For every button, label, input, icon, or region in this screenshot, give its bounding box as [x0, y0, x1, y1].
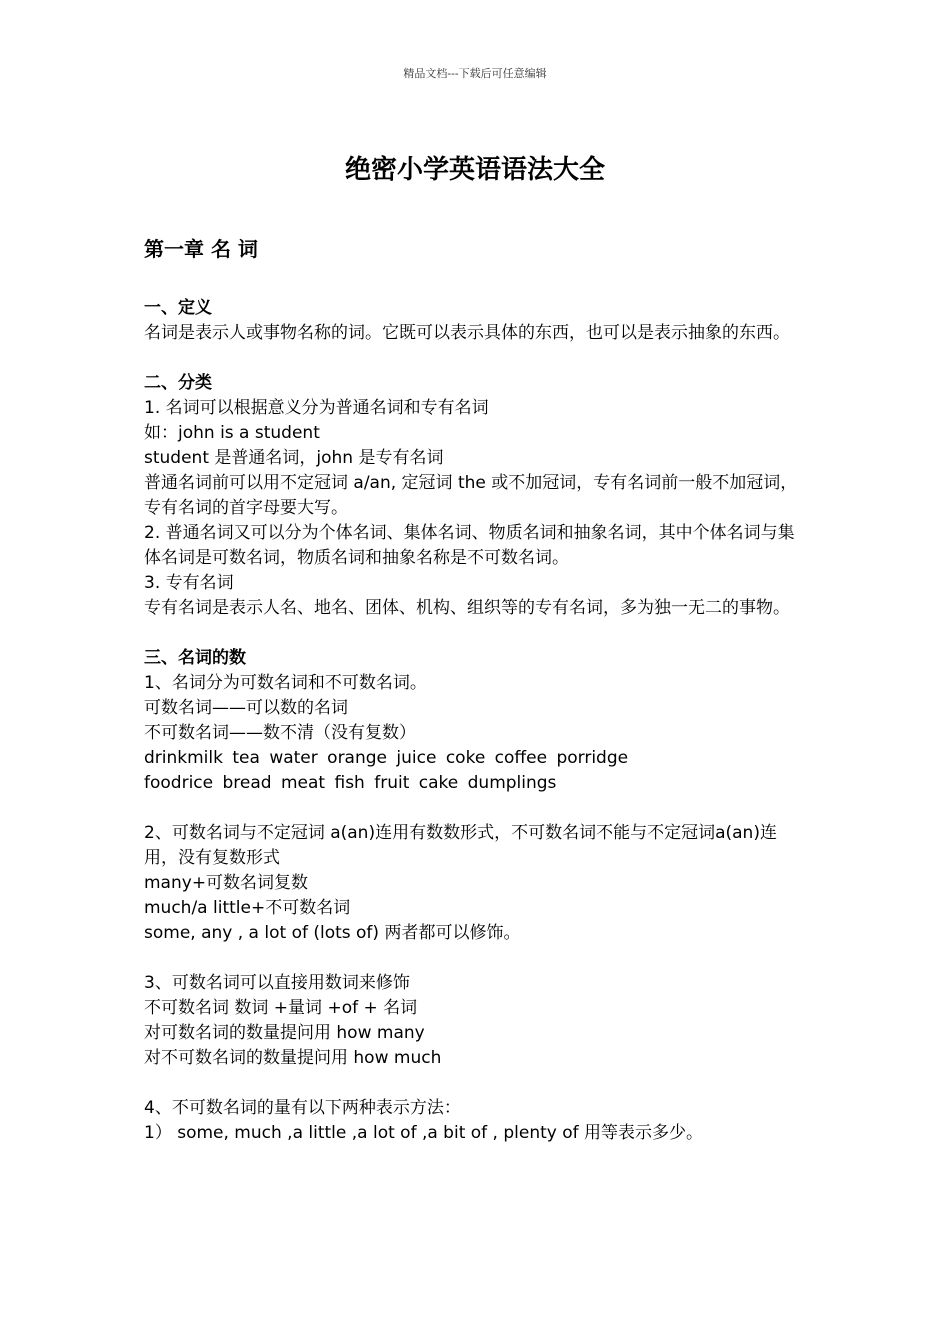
text-line: 1、名词分为可数名词和不可数名词。 [144, 673, 427, 693]
text-line: student 是普通名词，john 是专有名词 [144, 448, 444, 468]
spacer [144, 346, 809, 371]
document-title: 绝密小学英语语法大全 [344, 155, 605, 185]
spacer [144, 1071, 809, 1096]
section-heading: 一、定义 [144, 298, 212, 318]
paragraph: 2、可数名词与不定冠词 a(an)连用有数数形式，不可数名词不能与不定冠词a(an)连用，没有复数形式 [144, 823, 777, 868]
text-line: 3. 专有名词 [144, 573, 234, 593]
text-line: 1） some, much ,a little ,a lot of ,a bit of , plenty of 用等表示多少。 [144, 1123, 704, 1143]
paragraph: 名词是表示人或事物名称的词。它既可以表示具体的东西，也可以是表示抽象的东西。 [144, 323, 790, 343]
text-line: foodrice bread meat fish fruit cake dumplings [144, 773, 557, 793]
spacer [144, 796, 809, 821]
document-body [144, 235, 809, 1146]
text-line: 对不可数名词的数量提问用 how much [144, 1048, 442, 1068]
text-line: many+可数名词复数 [144, 873, 309, 893]
text-line: much/a little+不可数名词 [144, 898, 351, 918]
spacer [144, 946, 809, 971]
paragraph: 专有名词是表示人名、地名、团体、机构、组织等的专有名词，多为独一无二的事物。 [144, 598, 790, 618]
text-line: 对可数名词的数量提问用 how many [144, 1023, 425, 1043]
section-definition [144, 296, 809, 346]
text-line: 不可数名词——数不清（没有复数） [144, 723, 416, 743]
section-noun-number [144, 646, 809, 1146]
text-line: 可数名词——可以数的名词 [144, 698, 348, 718]
section-heading: 二、分类 [144, 373, 212, 393]
paragraph: 2. 普通名词又可以分为个体名词、集体名词、物质名词和抽象名词，其中个体名词与集体名词是可数名词，物质名词和抽象名称是不可数名词。 [144, 523, 795, 568]
text-line: drinkmilk tea water orange juice coke coffee porridge [144, 748, 629, 768]
section-heading: 三、名词的数 [144, 648, 246, 668]
section-classification [144, 371, 809, 621]
spacer [144, 621, 809, 646]
text-line: 如：john is a student [144, 423, 320, 443]
header-note: 精品文档---下载后可任意编辑 [403, 67, 547, 80]
text-line: 1. 名词可以根据意义分为普通名词和专有名词 [144, 398, 489, 418]
text-line: 4、不可数名词的量有以下两种表示方法： [144, 1098, 461, 1118]
text-line: 3、可数名词可以直接用数词来修饰 [144, 973, 410, 993]
chapter-heading: 第一章 名 词 [144, 237, 258, 261]
text-line: some, any , a lot of (lots of) 两者都可以修饰。 [144, 923, 521, 943]
paragraph: 普通名词前可以用不定冠词 a/an, 定冠词 the 或不加冠词，专有名词前一般不加冠词，专有名词的首字母要大写。 [144, 473, 798, 518]
text-line: 不可数名词 数词 +量词 +of + 名词 [144, 998, 418, 1018]
